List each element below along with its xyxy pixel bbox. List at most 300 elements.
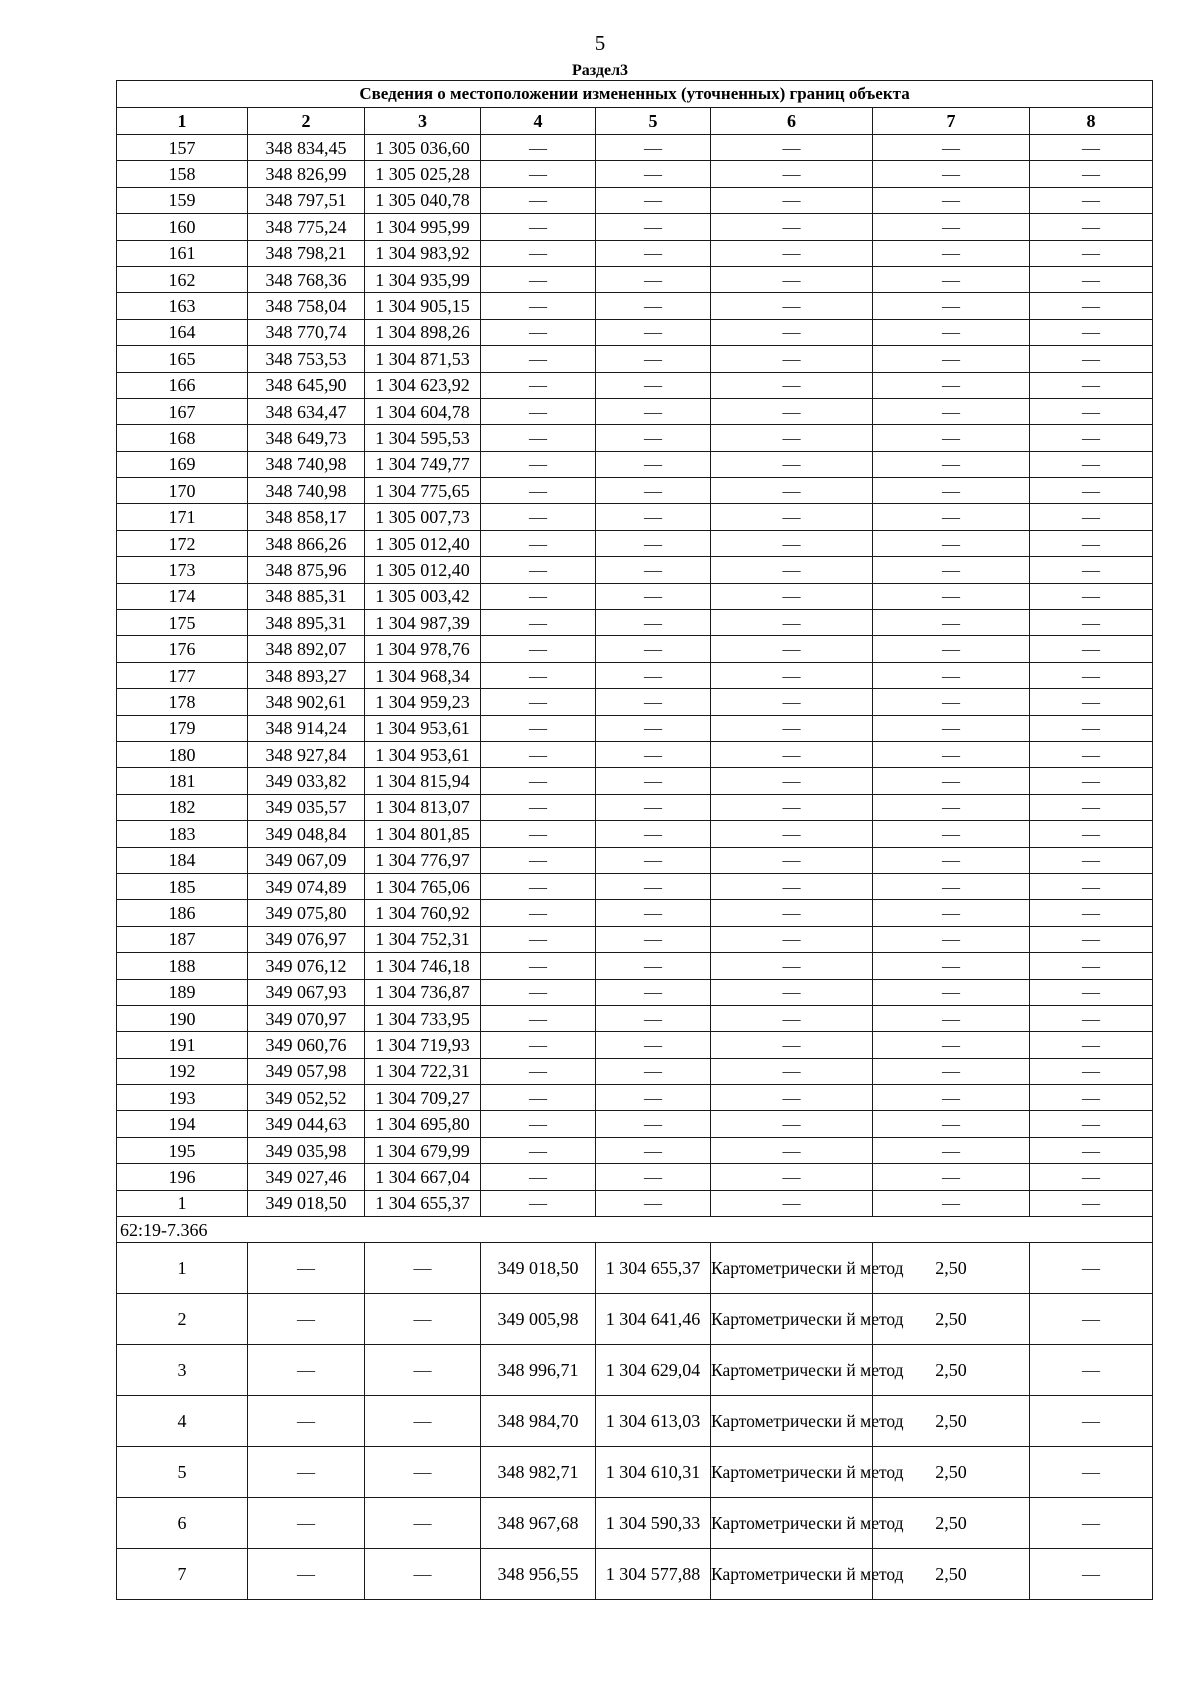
empty-dash: — (481, 478, 596, 504)
coord-y-existing: 1 305 036,60 (365, 135, 481, 161)
empty-dash: — (481, 847, 596, 873)
point-number: 6 (117, 1498, 248, 1549)
empty-dash: — (481, 530, 596, 556)
point-number: 184 (117, 847, 248, 873)
empty-dash: — (873, 557, 1030, 583)
table-row (117, 636, 1153, 662)
empty-dash: — (873, 372, 1030, 398)
empty-dash: — (481, 135, 596, 161)
coord-x-existing: 348 826,99 (248, 161, 365, 187)
method-rows (117, 1243, 1153, 1600)
point-number: 182 (117, 794, 248, 820)
empty-dash: — (711, 451, 873, 477)
empty-dash: — (1030, 1164, 1153, 1190)
table-row (117, 1294, 1153, 1345)
empty-dash: — (596, 1058, 711, 1084)
empty-dash: — (711, 821, 873, 847)
coord-y-existing: 1 304 760,92 (365, 900, 481, 926)
empty-dash: — (1030, 1294, 1153, 1345)
point-number: 190 (117, 1005, 248, 1031)
empty-dash: — (711, 610, 873, 636)
empty-dash: — (873, 266, 1030, 292)
empty-dash: — (365, 1345, 481, 1396)
table-row (117, 425, 1153, 451)
column-number: 6 (711, 108, 873, 135)
empty-dash: — (873, 1111, 1030, 1137)
empty-dash: — (873, 847, 1030, 873)
empty-dash: — (1030, 662, 1153, 688)
coord-x-new: 348 984,70 (481, 1396, 596, 1447)
empty-dash: — (1030, 1085, 1153, 1111)
empty-dash: — (481, 451, 596, 477)
coord-x-existing: 348 797,51 (248, 187, 365, 213)
method: Картометрически й метод (711, 1447, 873, 1498)
point-number: 195 (117, 1137, 248, 1163)
empty-dash: — (1030, 636, 1153, 662)
empty-dash: — (1030, 1111, 1153, 1137)
coord-x-existing: 348 798,21 (248, 240, 365, 266)
empty-dash: — (1030, 926, 1153, 952)
empty-dash: — (596, 135, 711, 161)
empty-dash: — (596, 240, 711, 266)
empty-dash: — (481, 319, 596, 345)
point-number: 180 (117, 741, 248, 767)
table-row (117, 741, 1153, 767)
empty-dash: — (481, 741, 596, 767)
coord-x-existing: 349 044,63 (248, 1111, 365, 1137)
coord-x-existing: 349 060,76 (248, 1032, 365, 1058)
table-row (117, 1058, 1153, 1084)
table-row (117, 135, 1153, 161)
empty-dash: — (711, 794, 873, 820)
empty-dash: — (596, 451, 711, 477)
coord-y-existing: 1 304 959,23 (365, 689, 481, 715)
empty-dash: — (711, 398, 873, 424)
empty-dash: — (596, 689, 711, 715)
empty-dash: — (1030, 240, 1153, 266)
empty-dash: — (873, 1005, 1030, 1031)
empty-dash: — (873, 1164, 1030, 1190)
empty-dash: — (596, 1005, 711, 1031)
empty-dash: — (1030, 1137, 1153, 1163)
empty-dash: — (711, 135, 873, 161)
empty-dash: — (596, 346, 711, 372)
empty-dash: — (1030, 1345, 1153, 1396)
point-number: 7 (117, 1549, 248, 1600)
table-row (117, 1498, 1153, 1549)
empty-dash: — (481, 425, 596, 451)
empty-dash: — (1030, 847, 1153, 873)
coord-y-existing: 1 305 007,73 (365, 504, 481, 530)
empty-dash: — (248, 1498, 365, 1549)
empty-dash: — (481, 214, 596, 240)
point-number: 169 (117, 451, 248, 477)
coord-x-existing: 348 645,90 (248, 372, 365, 398)
empty-dash: — (1030, 768, 1153, 794)
table-row (117, 689, 1153, 715)
empty-dash: — (481, 953, 596, 979)
column-number: 8 (1030, 108, 1153, 135)
empty-dash: — (596, 187, 711, 213)
point-number: 179 (117, 715, 248, 741)
empty-dash: — (596, 794, 711, 820)
empty-dash: — (596, 425, 711, 451)
empty-dash: — (481, 610, 596, 636)
point-number: 186 (117, 900, 248, 926)
empty-dash: — (873, 583, 1030, 609)
empty-dash: — (711, 1190, 873, 1216)
empty-dash: — (873, 821, 1030, 847)
empty-dash: — (711, 530, 873, 556)
table-row (117, 1137, 1153, 1163)
empty-dash: — (596, 1032, 711, 1058)
empty-dash: — (248, 1549, 365, 1600)
table-row (117, 451, 1153, 477)
point-number: 174 (117, 583, 248, 609)
empty-dash: — (711, 1111, 873, 1137)
empty-dash: — (481, 794, 596, 820)
coord-y-existing: 1 305 003,42 (365, 583, 481, 609)
point-number: 164 (117, 319, 248, 345)
empty-dash: — (873, 636, 1030, 662)
empty-dash: — (596, 1085, 711, 1111)
empty-dash: — (711, 346, 873, 372)
coord-x-existing: 348 758,04 (248, 293, 365, 319)
empty-dash: — (711, 319, 873, 345)
empty-dash: — (596, 847, 711, 873)
coord-y-existing: 1 304 667,04 (365, 1164, 481, 1190)
empty-dash: — (596, 557, 711, 583)
point-number: 171 (117, 504, 248, 530)
empty-dash: — (1030, 715, 1153, 741)
empty-dash: — (1030, 1243, 1153, 1294)
coord-x-existing: 349 076,12 (248, 953, 365, 979)
point-number: 196 (117, 1164, 248, 1190)
coord-y-existing: 1 304 655,37 (365, 1190, 481, 1216)
empty-dash: — (481, 240, 596, 266)
accuracy: 2,50 (873, 1396, 1030, 1447)
coord-x-new: 348 982,71 (481, 1447, 596, 1498)
coord-y-existing: 1 304 746,18 (365, 953, 481, 979)
column-number: 5 (596, 108, 711, 135)
coord-y-existing: 1 304 801,85 (365, 821, 481, 847)
method: Картометрически й метод (711, 1345, 873, 1396)
coord-y-existing: 1 304 978,76 (365, 636, 481, 662)
coord-y-new: 1 304 613,03 (596, 1396, 711, 1447)
empty-dash: — (873, 240, 1030, 266)
empty-dash: — (481, 1032, 596, 1058)
table-row (117, 530, 1153, 556)
point-number: 167 (117, 398, 248, 424)
empty-dash: — (1030, 900, 1153, 926)
empty-dash: — (711, 1058, 873, 1084)
coord-x-existing: 348 858,17 (248, 504, 365, 530)
empty-dash: — (873, 873, 1030, 899)
empty-dash: — (365, 1294, 481, 1345)
table-row (117, 319, 1153, 345)
table-row (117, 240, 1153, 266)
empty-dash: — (481, 873, 596, 899)
empty-dash: — (1030, 821, 1153, 847)
coord-y-existing: 1 304 623,92 (365, 372, 481, 398)
table-row (117, 346, 1153, 372)
table-row (117, 953, 1153, 979)
empty-dash: — (873, 425, 1030, 451)
coord-x-existing: 348 649,73 (248, 425, 365, 451)
empty-dash: — (711, 926, 873, 952)
point-number: 191 (117, 1032, 248, 1058)
coord-x-existing: 349 074,89 (248, 873, 365, 899)
empty-dash: — (248, 1294, 365, 1345)
coord-x-existing: 348 770,74 (248, 319, 365, 345)
coord-x-existing: 349 067,09 (248, 847, 365, 873)
accuracy: 2,50 (873, 1294, 1030, 1345)
table-row (117, 847, 1153, 873)
empty-dash: — (596, 873, 711, 899)
empty-dash: — (481, 821, 596, 847)
empty-dash: — (596, 583, 711, 609)
empty-dash: — (1030, 583, 1153, 609)
empty-dash: — (1030, 1396, 1153, 1447)
table-row (117, 1164, 1153, 1190)
empty-dash: — (1030, 135, 1153, 161)
empty-dash: — (1030, 346, 1153, 372)
empty-dash: — (711, 689, 873, 715)
empty-dash: — (873, 1032, 1030, 1058)
coord-y-existing: 1 304 719,93 (365, 1032, 481, 1058)
empty-dash: — (481, 1190, 596, 1216)
table-row (117, 821, 1153, 847)
empty-dash: — (596, 504, 711, 530)
empty-dash: — (711, 1137, 873, 1163)
empty-dash: — (873, 953, 1030, 979)
coord-x-existing: 348 895,31 (248, 610, 365, 636)
empty-dash: — (596, 926, 711, 952)
empty-dash: — (711, 1005, 873, 1031)
empty-dash: — (365, 1498, 481, 1549)
coord-x-new: 349 005,98 (481, 1294, 596, 1345)
coord-y-new: 1 304 641,46 (596, 1294, 711, 1345)
empty-dash: — (711, 557, 873, 583)
table-row (117, 504, 1153, 530)
column-number: 2 (248, 108, 365, 135)
coord-x-existing: 349 035,98 (248, 1137, 365, 1163)
accuracy: 2,50 (873, 1345, 1030, 1396)
empty-dash: — (1030, 187, 1153, 213)
coord-x-existing: 348 866,26 (248, 530, 365, 556)
method: Картометрически й метод (711, 1243, 873, 1294)
coord-y-existing: 1 304 695,80 (365, 1111, 481, 1137)
empty-dash: — (596, 372, 711, 398)
coord-x-existing: 348 740,98 (248, 451, 365, 477)
empty-dash: — (711, 768, 873, 794)
coord-x-existing: 349 018,50 (248, 1190, 365, 1216)
coord-x-existing: 349 075,80 (248, 900, 365, 926)
empty-dash: — (481, 398, 596, 424)
coord-y-existing: 1 304 709,27 (365, 1085, 481, 1111)
empty-dash: — (711, 1164, 873, 1190)
point-number: 3 (117, 1345, 248, 1396)
coord-y-existing: 1 304 749,77 (365, 451, 481, 477)
empty-dash: — (1030, 953, 1153, 979)
point-number: 162 (117, 266, 248, 292)
coord-x-existing: 348 634,47 (248, 398, 365, 424)
empty-dash: — (873, 794, 1030, 820)
point-number: 176 (117, 636, 248, 662)
coord-y-existing: 1 305 025,28 (365, 161, 481, 187)
coord-x-existing: 349 057,98 (248, 1058, 365, 1084)
empty-dash: — (248, 1345, 365, 1396)
point-number: 168 (117, 425, 248, 451)
empty-dash: — (1030, 504, 1153, 530)
empty-dash: — (481, 1005, 596, 1031)
point-number: 1 (117, 1190, 248, 1216)
empty-dash: — (873, 1190, 1030, 1216)
empty-dash: — (873, 610, 1030, 636)
table-row (117, 1005, 1153, 1031)
empty-dash: — (365, 1243, 481, 1294)
point-number: 173 (117, 557, 248, 583)
point-number: 192 (117, 1058, 248, 1084)
coord-y-existing: 1 304 765,06 (365, 873, 481, 899)
empty-dash: — (596, 715, 711, 741)
coord-y-existing: 1 304 815,94 (365, 768, 481, 794)
coord-y-existing: 1 304 736,87 (365, 979, 481, 1005)
point-number: 160 (117, 214, 248, 240)
table-row (117, 214, 1153, 240)
table-row (117, 1549, 1153, 1600)
empty-dash: — (596, 1137, 711, 1163)
empty-dash: — (365, 1396, 481, 1447)
accuracy: 2,50 (873, 1447, 1030, 1498)
empty-dash: — (596, 478, 711, 504)
empty-dash: — (481, 557, 596, 583)
point-number: 175 (117, 610, 248, 636)
point-number: 170 (117, 478, 248, 504)
coord-y-existing: 1 304 595,53 (365, 425, 481, 451)
empty-dash: — (596, 214, 711, 240)
empty-dash: — (1030, 689, 1153, 715)
empty-dash: — (596, 953, 711, 979)
empty-dash: — (481, 1111, 596, 1137)
coord-y-new: 1 304 629,04 (596, 1345, 711, 1396)
table-row (117, 1032, 1153, 1058)
empty-dash: — (596, 610, 711, 636)
empty-dash: — (481, 662, 596, 688)
empty-dash: — (596, 530, 711, 556)
empty-dash: — (1030, 530, 1153, 556)
empty-dash: — (711, 161, 873, 187)
coord-x-existing: 348 893,27 (248, 662, 365, 688)
empty-dash: — (711, 953, 873, 979)
empty-dash: — (873, 768, 1030, 794)
empty-dash: — (1030, 610, 1153, 636)
empty-dash: — (711, 636, 873, 662)
coord-x-new: 348 996,71 (481, 1345, 596, 1396)
table-row (117, 293, 1153, 319)
point-number: 193 (117, 1085, 248, 1111)
table-row (117, 610, 1153, 636)
empty-dash: — (481, 1164, 596, 1190)
empty-dash: — (1030, 293, 1153, 319)
empty-dash: — (596, 741, 711, 767)
table-row (117, 873, 1153, 899)
point-number: 159 (117, 187, 248, 213)
empty-dash: — (1030, 1190, 1153, 1216)
table-row (117, 161, 1153, 187)
empty-dash: — (481, 187, 596, 213)
empty-dash: — (481, 768, 596, 794)
empty-dash: — (1030, 214, 1153, 240)
empty-dash: — (873, 1085, 1030, 1111)
coord-y-existing: 1 304 953,61 (365, 741, 481, 767)
coord-x-existing: 349 027,46 (248, 1164, 365, 1190)
coord-y-existing: 1 304 983,92 (365, 240, 481, 266)
table-row (117, 1111, 1153, 1137)
point-number: 172 (117, 530, 248, 556)
column-number-row (117, 108, 1153, 135)
table-row (117, 372, 1153, 398)
empty-dash: — (711, 979, 873, 1005)
coord-y-existing: 1 304 987,39 (365, 610, 481, 636)
empty-dash: — (711, 266, 873, 292)
empty-dash: — (1030, 372, 1153, 398)
coord-y-existing: 1 304 722,31 (365, 1058, 481, 1084)
empty-dash: — (596, 161, 711, 187)
column-number: 4 (481, 108, 596, 135)
empty-dash: — (873, 346, 1030, 372)
coord-x-existing: 349 070,97 (248, 1005, 365, 1031)
empty-dash: — (711, 1085, 873, 1111)
coord-y-existing: 1 304 905,15 (365, 293, 481, 319)
point-number: 163 (117, 293, 248, 319)
coord-x-existing: 348 885,31 (248, 583, 365, 609)
point-number: 183 (117, 821, 248, 847)
coord-y-existing: 1 304 968,34 (365, 662, 481, 688)
coord-x-existing: 348 768,36 (248, 266, 365, 292)
coord-y-new: 1 304 610,31 (596, 1447, 711, 1498)
point-number: 181 (117, 768, 248, 794)
empty-dash: — (596, 979, 711, 1005)
point-number: 188 (117, 953, 248, 979)
point-number: 158 (117, 161, 248, 187)
table-row (117, 662, 1153, 688)
point-number: 178 (117, 689, 248, 715)
empty-dash: — (711, 583, 873, 609)
point-number: 1 (117, 1243, 248, 1294)
coord-x-existing: 348 740,98 (248, 478, 365, 504)
table-row (117, 557, 1153, 583)
empty-dash: — (1030, 425, 1153, 451)
empty-dash: — (711, 1032, 873, 1058)
empty-dash: — (873, 398, 1030, 424)
empty-dash: — (873, 187, 1030, 213)
empty-dash: — (1030, 1447, 1153, 1498)
coord-x-existing: 348 914,24 (248, 715, 365, 741)
empty-dash: — (711, 873, 873, 899)
coord-y-existing: 1 305 012,40 (365, 530, 481, 556)
empty-dash: — (596, 398, 711, 424)
empty-dash: — (596, 768, 711, 794)
table-title-row (117, 81, 1153, 108)
point-number: 2 (117, 1294, 248, 1345)
empty-dash: — (711, 504, 873, 530)
empty-dash: — (711, 662, 873, 688)
table-row (117, 1345, 1153, 1396)
table-row (117, 794, 1153, 820)
empty-dash: — (481, 715, 596, 741)
accuracy: 2,50 (873, 1549, 1030, 1600)
